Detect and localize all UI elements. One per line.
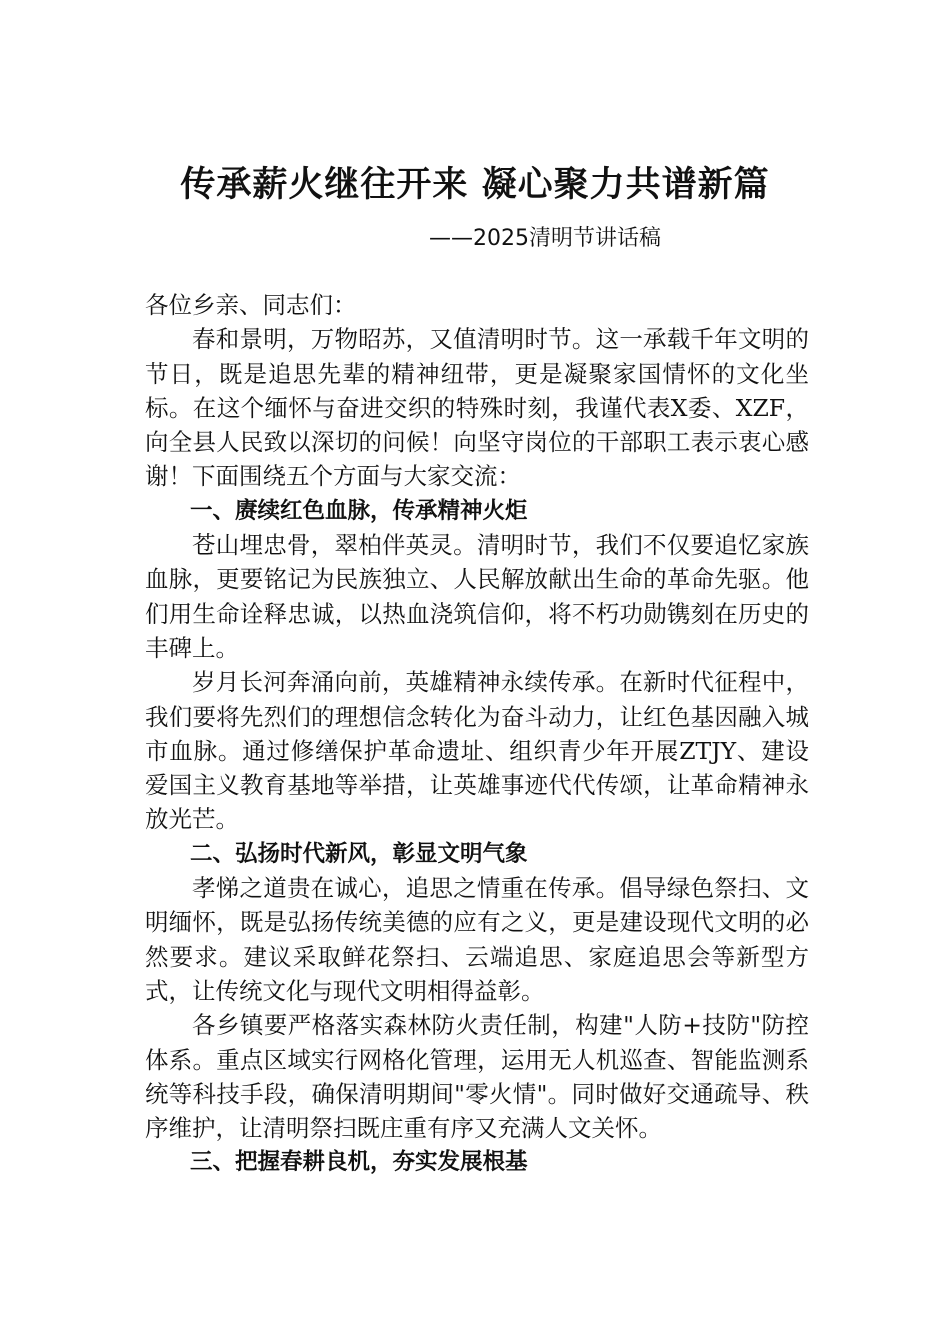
document-body (145, 288, 809, 1180)
section-heading-1: 一、赓续红色血脉，传承精神火炬 (190, 497, 528, 524)
paragraph: 岁月长河奔涌向前，英雄精神永续传承。在新时代征程中，我们要将先烈们的理想信念转化为奋斗动力，让红色基因融入城市血脉。通过修缮保护革命遗址、组织青少年开展ZTJY、建设爱国主义教育基地等举措，让英雄事迹代代传颂，让革命精神永放光芒。 (145, 668, 809, 834)
document-title: 传承薪火继往开来 凝心聚力共谱新篇 (180, 164, 770, 205)
paragraph: 各乡镇要严格落实森林防火责任制，构建"人防+技防"防控体系。重点区域实行网格化管理，运用无人机巡查、智能监测系统等科技手段，确保清明期间"零火情"。同时做好交通疏导、秩序维护，让清明祭扫既庄重有序又充满人文关怀。 (145, 1011, 809, 1143)
paragraph: 苍山埋忠骨，翠柏伴英灵。清明时节，我们不仅要追忆家族血脉，更要铭记为民族独立、人民解放献出生命的革命先驱。他们用生命诠释忠诚，以热血浇筑信仰，将不朽功勋镌刻在历史的丰碑上。 (145, 531, 809, 662)
salutation: 各位乡亲、同志们： (145, 291, 357, 319)
section-heading-2: 二、弘扬时代新风，彰显文明气象 (190, 840, 528, 867)
paragraph-intro: 春和景明，万物昭苏，又值清明时节。这一承载千年文明的节日，既是追思先辈的精神纽带，更是凝聚家国情怀的文化坐标。在这个缅怀与奋进交织的特殊时刻，我谨代表X委、XZF，向全县人民致以深切的问候！向坚守岗位的干部职工表示衷心感谢！下面围绕五个方面与大家交流： (145, 325, 809, 491)
section-heading-3: 三、把握春耕良机，夯实发展根基 (190, 1149, 528, 1176)
document-subtitle: ——2025清明节讲话稿 (429, 226, 661, 251)
paragraph: 孝悌之道贵在诚心，追思之情重在传承。倡导绿色祭扫、文明缅怀，既是弘扬传统美德的应有之义，更是建设现代文明的必然要求。建议采取鲜花祭扫、云端追思、家庭追思会等新型方式，让传统文化与现代文明相得益彰。 (145, 874, 809, 1005)
